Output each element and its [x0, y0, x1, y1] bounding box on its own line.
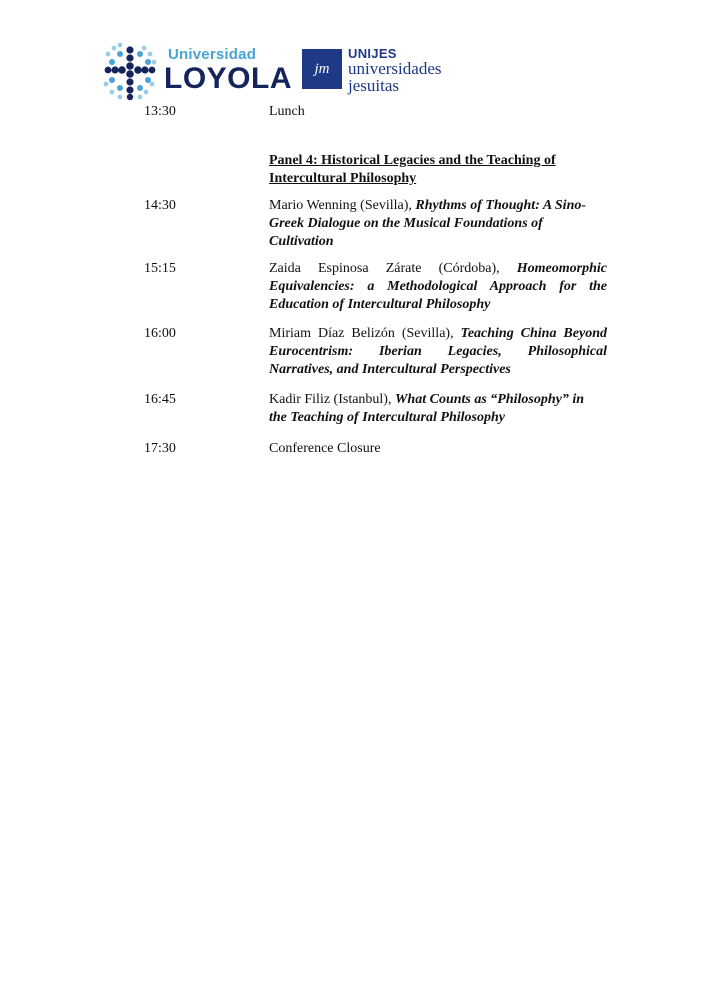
header-logos — [100, 38, 460, 104]
loyola-wordmark: LOYOLA — [164, 62, 292, 95]
loyola-cross-logo-icon — [100, 40, 160, 102]
time-cell: 16:45 — [144, 392, 176, 407]
speaker-name: Kadir Filiz (Istanbul), — [269, 392, 392, 407]
unijes-line-2: jesuitas — [348, 76, 399, 95]
panel-title: Panel 4: Historical Legacies and the Teaching of Intercultural Philosophy — [269, 153, 556, 186]
unijes-line-1: universidades — [348, 59, 442, 78]
talk-title: Homeomorphic Equivalencies: a Methodological Approach for the Education of Intercultural Philosophy — [269, 261, 607, 312]
time-cell: 14:30 — [144, 198, 176, 213]
loyola-universidad-label: Universidad — [168, 46, 257, 63]
time-cell: 17:30 — [144, 441, 176, 456]
time-cell: 13:30 — [144, 104, 176, 119]
time-cell: 15:15 — [144, 261, 176, 276]
talk-title: Rhythms of Thought: A Sino-Greek Dialogue on the Musical Foundations of Cultivation — [269, 198, 587, 249]
unijes-logo-icon: jm — [302, 49, 342, 89]
speaker-name: Mario Wenning (Sevilla), — [269, 198, 412, 213]
talk-title: Teaching China Beyond Eurocentrism: Iberian Legacies, Philosophical Narratives, and Intercultural Perspectives — [269, 326, 607, 377]
speaker-name: Miriam Díaz Belizón (Sevilla), — [269, 326, 454, 341]
speaker-name: Zaida Espinosa Zárate (Córdoba), — [269, 261, 500, 276]
unijes-title: UNIJES — [348, 46, 397, 61]
talk-title: What Counts as “Philosophy” in the Teaching of Intercultural Philosophy — [269, 392, 585, 425]
closure-label: Conference Closure — [269, 441, 381, 456]
time-cell: 16:00 — [144, 326, 176, 341]
lunch-label: Lunch — [269, 104, 305, 119]
